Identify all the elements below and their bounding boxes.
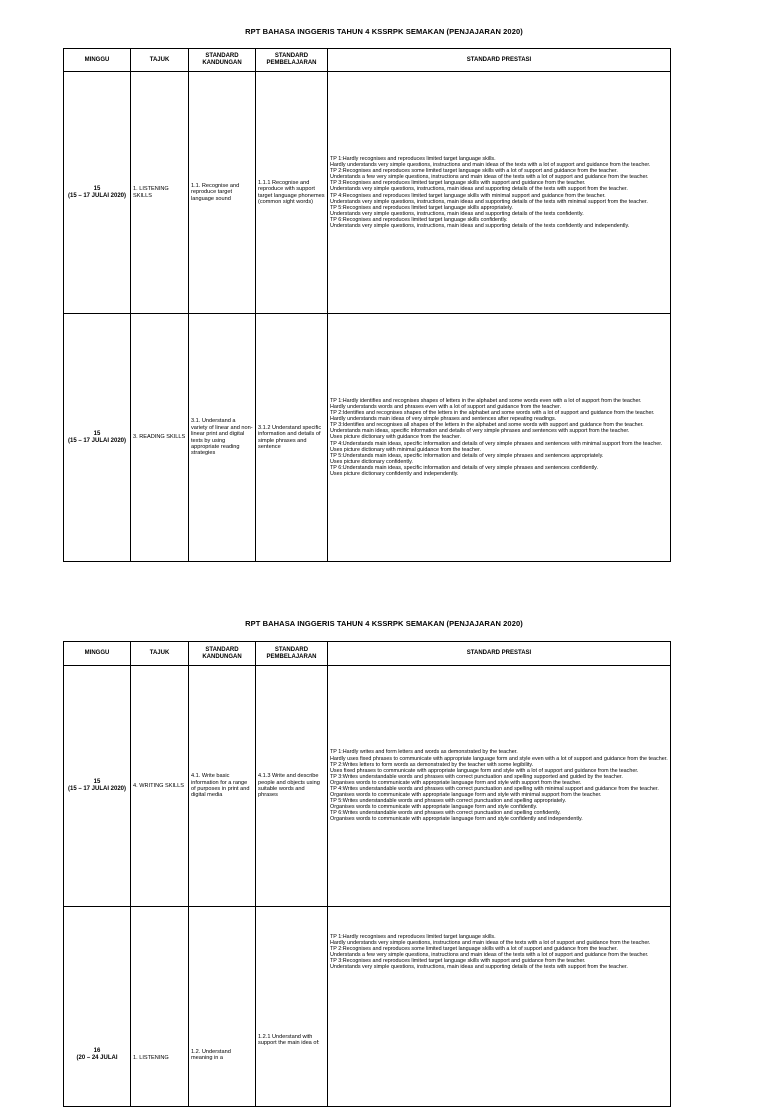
pembelajaran-cell: 1.2.1 Understand with support the main idea of: xyxy=(256,907,328,1107)
prestasi-line: Hardly uses fixed phrases to communicate with appropriate language form and style even with a lot of support and guidance from the teacher. xyxy=(330,755,668,762)
prestasi-line: Understands a few very simple questions, instructions and main ideas of the texts with a lot of support and guidance from the teacher. xyxy=(330,174,649,181)
minggu-number: 16 xyxy=(93,1048,101,1054)
minggu-cell xyxy=(64,666,131,907)
page-title: RPT BAHASA INGGERIS TAHUN 4 KSSRPK SEMAKAN (PENJAJARAN 2020) xyxy=(245,619,523,628)
prestasi-line: Organises words to communicate with appropriate language form and style with minimal support from the teacher. xyxy=(330,792,602,799)
prestasi-line: TP 3:Recognises and reproduces limited target language skills with support and guidance from the teacher. xyxy=(330,180,586,187)
prestasi-line: Hardly understands words and phrases even with a lot of support and guidance from the teacher. xyxy=(330,403,562,410)
prestasi-line: TP 2:Recognises and reproduces some limited target language skills with a lot of support and guidance from the teacher. xyxy=(330,946,618,953)
prestasi-line: Understands a few very simple questions, instructions and main ideas of the texts with a lot of support and guidance from the teacher. xyxy=(330,952,649,959)
minggu-cell xyxy=(64,314,131,562)
prestasi-cell xyxy=(328,907,671,1107)
prestasi-line: Understands very simple questions, instructions, main ideas and supporting details of the texts with support from the teacher. xyxy=(330,964,628,971)
prestasi-line: TP 5:Recognises and reproduces limited target language skills appropriately. xyxy=(330,204,513,211)
header-standard-pembelajaran: STANDARD PEMBELAJARAN xyxy=(256,49,328,72)
pembelajaran-cell: 1.1.1 Recognise and reproduce with support target language phonemes (common sight words) xyxy=(256,72,328,314)
header-tajuk: TAJUK xyxy=(131,49,189,72)
prestasi-line: TP 1:Hardly recognises and reproduces limited target language skills. xyxy=(330,934,496,940)
prestasi-line: Hardly understands very simple questions, instructions and main ideas of the texts with a lot of support and guidance from the teacher. xyxy=(330,940,651,947)
table-header-row xyxy=(64,49,671,72)
minggu-date: (15 – 17 JULAI 2020) xyxy=(67,192,127,199)
prestasi-line: TP 3:Identifies and recognises all shapes of the letters in the alphabet and some words with support and guidance from the teacher. xyxy=(330,422,644,429)
minggu-date: (20 – 24 JULAI xyxy=(76,1055,118,1061)
prestasi-line: TP 5:Understands main ideas, specific information and details of very simple phrases and sentences appropriately. xyxy=(330,452,604,459)
tajuk-cell: 1. LISTENING xyxy=(131,907,189,1107)
prestasi-line: TP 6:Recognises and reproduces limited target language skills confidently. xyxy=(330,216,508,223)
prestasi-line: Understands very simple questions, instructions, main ideas and supporting details of the texts confidently. xyxy=(330,210,584,217)
header-standard-kandungan: STANDARD KANDUNGAN xyxy=(189,642,256,666)
header-standard-prestasi: STANDARD PRESTASI xyxy=(328,642,671,666)
tajuk-cell: 4. WRITING SKILLS xyxy=(131,666,189,907)
header-tajuk: TAJUK xyxy=(131,642,189,666)
prestasi-line: Uses picture dictionary with minimal guidance from the teacher. xyxy=(330,446,482,453)
kandungan-cell: 3.1. Understand a variety of linear and non-linear print and digital texts by using appropriate reading strategies xyxy=(189,314,256,562)
prestasi-line: TP 6:Understands main ideas, specific information and details of very simple phrases and sentences confidently. xyxy=(330,464,598,471)
table-row xyxy=(64,314,671,562)
minggu-number: 15 xyxy=(93,430,101,437)
prestasi-line: Hardly understands main ideas of very simple phrases and sentences after repeating readings. xyxy=(330,416,557,423)
table-header-row xyxy=(64,642,671,666)
prestasi-line: Organises words to communicate with appropriate language form and style confidently. xyxy=(330,804,538,811)
tajuk-cell: 1. LISTENING SKILLS xyxy=(131,72,189,314)
prestasi-line: TP 2:Identifies and recognises shapes of the letters in the alphabet and some words with a lot of support and guidance from the teacher. xyxy=(330,410,655,417)
tajuk-cell: 3. READING SKILLS xyxy=(131,314,189,562)
prestasi-cell xyxy=(328,666,671,907)
rpt-table xyxy=(63,641,671,1107)
prestasi-line: TP 4:Recognises and reproduces limited target language skills with minimal support and guidance from the teacher. xyxy=(330,192,606,199)
prestasi-cell xyxy=(328,314,671,562)
prestasi-line: Uses picture dictionary confidently. xyxy=(330,458,413,465)
prestasi-line: Organises words to communicate with appropriate language form and style with support from the teacher. xyxy=(330,779,582,786)
prestasi-line: Uses picture dictionary with guidance from the teacher. xyxy=(330,434,461,441)
prestasi-line: TP 1:Hardly identifies and recognises shapes of letters in the alphabet and some words even with a lot of support from the teacher. xyxy=(330,397,642,404)
rpt-table xyxy=(63,48,671,562)
header-standard-pembelajaran: STANDARD PEMBELAJARAN xyxy=(256,642,328,666)
kandungan-cell: 1.2. Understand meaning in a xyxy=(189,907,256,1107)
prestasi-line: TP 2:Writes letters to form words as demonstrated by the teacher with some legibility. xyxy=(330,761,534,768)
prestasi-line: Uses picture dictionary confidently and independently. xyxy=(330,471,459,478)
prestasi-line: TP 3:Writes understandable words and phrases with correct punctuation and spelling supported and guided by the teacher. xyxy=(330,773,623,780)
prestasi-line: TP 6:Writes understandable words and phrases with correct punctuation and spelling confidently. xyxy=(330,810,561,817)
table-row xyxy=(64,666,671,907)
header-standard-prestasi: STANDARD PRESTASI xyxy=(328,49,671,72)
pembelajaran-cell: 4.1.3 Write and describe people and objects using suitable words and phrases xyxy=(256,666,328,907)
page-title: RPT BAHASA INGGERIS TAHUN 4 KSSRPK SEMAKAN (PENJAJARAN 2020) xyxy=(245,27,523,36)
table-row xyxy=(64,907,671,1107)
header-minggu: MINGGU xyxy=(64,642,131,666)
table-row xyxy=(64,72,671,314)
prestasi-line: TP 2:Recognises and reproduces some limited target language skills with a lot of support and guidance from the teacher. xyxy=(330,168,618,175)
kandungan-cell: 4.1. Write basic information for a range of purposes in print and digital media xyxy=(189,666,256,907)
prestasi-line: Understands very simple questions, instructions, main ideas and supporting details of the texts with support from the teacher. xyxy=(330,186,628,193)
header-standard-kandungan: STANDARD KANDUNGAN xyxy=(189,49,256,72)
minggu-date: (15 – 17 JULAI 2020) xyxy=(67,437,127,444)
kandungan-cell: 1.1. Recognise and reproduce target language sound xyxy=(189,72,256,314)
minggu-cell xyxy=(64,72,131,314)
prestasi-cell xyxy=(328,72,671,314)
prestasi-line: TP 4:Writes understandable words and phrases with correct punctuation and spelling with minimal support and guidance from the teacher. xyxy=(330,786,659,792)
header-minggu: MINGGU xyxy=(64,49,131,72)
pembelajaran-cell: 3.1.2 Understand specific information and details of simple phrases and sentence xyxy=(256,314,328,562)
prestasi-line: Organises words to communicate with appropriate language form and style confidently and independently. xyxy=(330,816,583,823)
prestasi-line: Understands main ideas, specific information and details of very simple phrases and sentences with support from the teacher. xyxy=(330,428,630,435)
prestasi-line: TP 1:Hardly writes and form letters and words as demonstrated by the teacher. xyxy=(330,749,518,756)
prestasi-line: TP 5:Writes understandable words and phrases with correct punctuation and spelling appropriately. xyxy=(330,798,567,805)
minggu-number: 15 xyxy=(93,779,101,785)
prestasi-line: TP 1:Hardly recognises and reproduces limited target language skills. xyxy=(330,155,496,162)
minggu-date: (15 – 17 JULAI 2020) xyxy=(67,786,127,792)
prestasi-line: Uses fixed phrases to communicate with appropriate language form and style with a lot of support and guidance from the teacher. xyxy=(330,767,639,774)
prestasi-line: Understands very simple questions, instructions, main ideas and supporting details of the texts with minimal support from the teacher. xyxy=(330,198,648,205)
prestasi-line: Understands very simple questions, instructions, main ideas and supporting details of the texts confidently and independently. xyxy=(330,222,630,229)
prestasi-line: TP 4:Understands main ideas, specific information and details of very simple phrases and sentences with minimal support from the teacher. xyxy=(330,440,663,447)
minggu-cell xyxy=(64,907,131,1107)
minggu-number: 15 xyxy=(93,185,101,192)
prestasi-line: Hardly understands very simple questions, instructions and main ideas of the texts with a lot of support and guidance from the teacher. xyxy=(330,162,651,169)
prestasi-line: TP 3:Recognises and reproduces limited target language skills with support and guidance from the teacher. xyxy=(330,958,586,965)
